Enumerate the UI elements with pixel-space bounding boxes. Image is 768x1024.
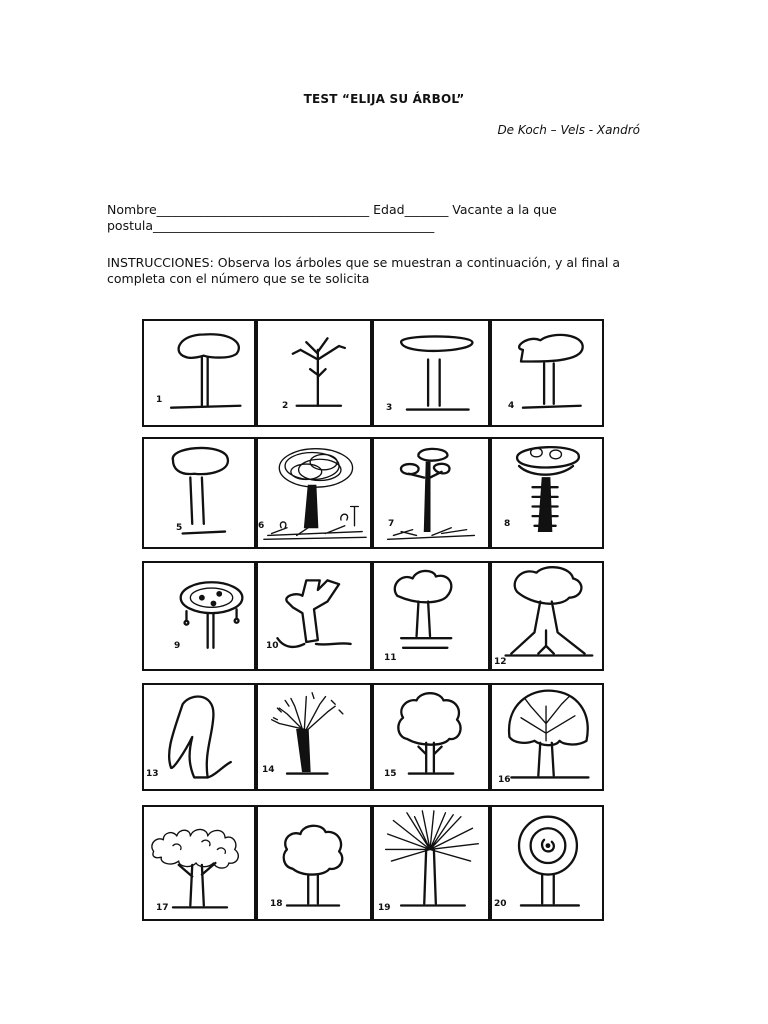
- tree-number: 8: [504, 519, 511, 529]
- tree-3: [372, 319, 490, 427]
- tree-8: [490, 437, 604, 549]
- tree-6: [256, 437, 372, 549]
- tree-number: 4: [508, 401, 515, 411]
- test-title: TEST “ELIJA SU ÁRBOL”: [303, 92, 465, 106]
- tree-20: [490, 805, 604, 921]
- form-fields: Nombre__________________________________ Edad_______ Vacante a la que postula_____________________________________________: [107, 202, 557, 233]
- tree-4: [490, 319, 604, 427]
- tree-19: [372, 805, 490, 921]
- tree-18: [256, 805, 372, 921]
- tree-number: 2: [282, 401, 289, 411]
- tree-number: 12: [494, 657, 507, 667]
- tree-number: 1: [156, 395, 163, 405]
- tree-number: 17: [156, 903, 169, 913]
- tree-12: [490, 561, 604, 671]
- tree-1: [142, 319, 256, 427]
- tree-number: 15: [384, 769, 397, 779]
- tree-number: 11: [384, 653, 397, 663]
- tree-number: 18: [270, 899, 283, 909]
- tree-number: 14: [262, 765, 275, 775]
- instructions: INSTRUCCIONES: Observa los árboles que se muestran a continuación, y al final a completa con el número que se te solicita: [107, 255, 621, 286]
- tree-drawings-grid: [140, 317, 606, 923]
- tree-13: [142, 683, 256, 791]
- tree-number: 3: [386, 403, 393, 413]
- tree-number: 9: [174, 641, 181, 651]
- tree-number: 19: [378, 903, 391, 913]
- tree-number: 13: [146, 769, 159, 779]
- authors: De Koch – Vels - Xandró: [497, 123, 640, 137]
- tree-2: [256, 319, 372, 427]
- tree-16: [490, 683, 604, 791]
- tree-17: [142, 805, 256, 921]
- tree-7: [372, 437, 490, 549]
- tree-number: 7: [388, 519, 395, 529]
- tree-9: [142, 561, 256, 671]
- tree-10: [256, 561, 372, 671]
- tree-number: 16: [498, 775, 511, 785]
- tree-number: 20: [494, 899, 507, 909]
- tree-11: [372, 561, 490, 671]
- tree-14: [256, 683, 372, 791]
- tree-number: 5: [176, 523, 183, 533]
- tree-number: 6: [258, 521, 265, 531]
- tree-15: [372, 683, 490, 791]
- tree-number: 10: [266, 641, 279, 651]
- tree-5: [142, 437, 256, 549]
